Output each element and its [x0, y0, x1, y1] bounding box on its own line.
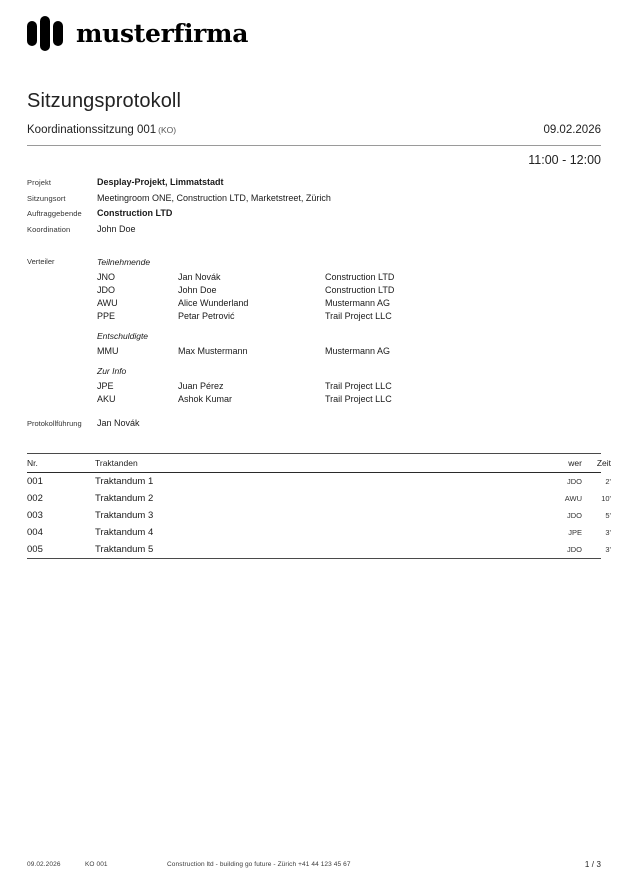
- minutes-taker-row: [27, 418, 601, 428]
- cell-who: JDO: [567, 511, 582, 520]
- page-title: Sitzungsprotokoll: [27, 90, 182, 112]
- list-item: [97, 284, 601, 297]
- footer-company-line: Construction ltd - building go future - Zürich +41 44 123 45 67: [167, 861, 351, 868]
- logo-bar-left: [27, 21, 37, 46]
- distribution-head: [27, 257, 601, 406]
- person-initials: JNO: [97, 272, 115, 282]
- metadata-label: Projekt: [27, 178, 52, 187]
- distribution-group-title-teilnehmende: Teilnehmende: [97, 257, 151, 267]
- list-item: [97, 297, 601, 310]
- metadata-label: Auftraggebende: [27, 209, 82, 218]
- distribution-group-teilnehmende: [97, 271, 601, 323]
- table-row: [27, 524, 611, 541]
- cell-topic: Traktandum 3: [95, 510, 154, 521]
- cell-time: 3': [605, 528, 611, 537]
- column-header-topic: Traktanden: [95, 458, 138, 468]
- cell-who: JDO: [567, 545, 582, 554]
- table-row: [27, 541, 611, 558]
- person-initials: AWU: [97, 298, 118, 308]
- distribution-group-title-zur-info: Zur Info: [97, 366, 127, 376]
- person-name: John Doe: [178, 285, 217, 295]
- minutes-taker-label: Protokollführung: [27, 419, 82, 428]
- person-name: Ashok Kumar: [178, 394, 233, 404]
- brand-logo: [27, 13, 248, 53]
- cell-who: AWU: [564, 494, 582, 503]
- distribution-body: [97, 257, 601, 406]
- column-header-who: wer: [568, 458, 582, 468]
- person-name: Max Mustermann: [178, 346, 248, 356]
- list-item: [97, 345, 601, 358]
- table-bottom-border: [27, 558, 601, 559]
- metadata-value: Construction LTD: [97, 208, 173, 218]
- distribution-group-zur-info: [97, 380, 601, 406]
- person-initials: MMU: [97, 346, 119, 356]
- person-org: Trail Project LLC: [325, 381, 392, 391]
- table-row: [27, 490, 611, 507]
- cell-time: 2': [605, 477, 611, 486]
- list-item: [97, 271, 601, 284]
- cell-topic: Traktandum 5: [95, 544, 154, 555]
- cell-nr: 001: [27, 476, 43, 487]
- header-divider: [27, 145, 601, 146]
- distribution-label: Verteiler: [27, 257, 55, 266]
- cell-topic: Traktandum 1: [95, 476, 154, 487]
- list-item: [97, 310, 601, 323]
- person-org: Mustermann AG: [325, 298, 391, 308]
- metadata-value: John Doe: [97, 223, 136, 234]
- cell-nr: 002: [27, 493, 43, 504]
- cell-topic: Traktandum 2: [95, 493, 154, 504]
- cell-time: 3': [605, 545, 611, 554]
- cell-time: 10': [601, 494, 611, 503]
- person-initials: AKU: [97, 394, 116, 404]
- agenda-table: [27, 453, 611, 559]
- person-initials: PPE: [97, 311, 116, 321]
- footer-code: KO 001: [85, 861, 108, 868]
- list-item: [97, 380, 601, 393]
- document-subtitle-row: [27, 124, 601, 136]
- footer-page-number: 1 / 3: [584, 860, 601, 869]
- page-footer: [27, 861, 601, 873]
- cell-nr: 003: [27, 510, 43, 521]
- subtitle-text: Koordinationssitzung 001: [27, 124, 157, 136]
- footer-date: 09.02.2026: [27, 861, 61, 868]
- meeting-time-range: 11:00 - 12:00: [528, 153, 601, 167]
- distribution-list: [27, 257, 601, 406]
- cell-nr: 005: [27, 544, 43, 555]
- column-header-time: Zeit: [596, 458, 611, 468]
- person-org: Construction LTD: [325, 272, 395, 282]
- logo-bar-right: [53, 21, 63, 46]
- metadata-value: Meetingroom ONE, Construction LTD, Marketstreet, Zürich: [97, 192, 331, 203]
- three-bars-logo-icon: [27, 15, 67, 51]
- metadata-label: Koordination: [27, 224, 71, 234]
- logo-bar-center: [40, 16, 50, 51]
- metadata-value: Desplay-Projekt, Limmatstadt: [97, 177, 224, 187]
- brand-name: musterfirma: [76, 18, 249, 48]
- list-item: [97, 393, 601, 406]
- person-name: Petar Petrović: [178, 311, 235, 321]
- person-initials: JDO: [97, 285, 115, 295]
- table-row: [27, 473, 611, 490]
- person-name: Alice Wunderland: [178, 298, 249, 308]
- metadata-row-projekt: [27, 177, 601, 187]
- cell-nr: 004: [27, 527, 43, 538]
- cell-time: 5': [605, 511, 611, 520]
- metadata-label: Sitzungsort: [27, 193, 66, 203]
- person-initials: JPE: [97, 381, 114, 391]
- distribution-group-entschuldigte: [97, 345, 601, 358]
- metadata-row-koordination: [27, 224, 601, 234]
- cell-who: JPE: [568, 528, 582, 537]
- person-name: Juan Pérez: [178, 381, 224, 391]
- person-org: Trail Project LLC: [325, 394, 392, 404]
- meeting-metadata: [27, 177, 601, 239]
- table-header: [27, 454, 611, 472]
- person-org: Trail Project LLC: [325, 311, 392, 321]
- subtitle-abbreviation: (KO): [158, 125, 177, 135]
- minutes-taker-value: Jan Novák: [97, 418, 140, 428]
- table-header-row: [27, 454, 611, 472]
- document-subtitle: [27, 124, 176, 136]
- column-header-nr: Nr.: [27, 458, 38, 468]
- person-org: Construction LTD: [325, 285, 395, 295]
- table-body: [27, 473, 611, 558]
- cell-topic: Traktandum 4: [95, 527, 154, 538]
- distribution-group-title-entschuldigte: Entschuldigte: [97, 331, 149, 341]
- metadata-row-sitzungsort: [27, 193, 601, 203]
- metadata-row-auftraggebende: [27, 208, 601, 218]
- table-row: [27, 507, 611, 524]
- person-name: Jan Novák: [178, 272, 221, 282]
- person-org: Mustermann AG: [325, 346, 391, 356]
- cell-who: JDO: [567, 477, 582, 486]
- agenda-table-body-element: [27, 473, 611, 558]
- agenda-table-element: [27, 454, 611, 472]
- meeting-date: 09.02.2026: [543, 124, 601, 136]
